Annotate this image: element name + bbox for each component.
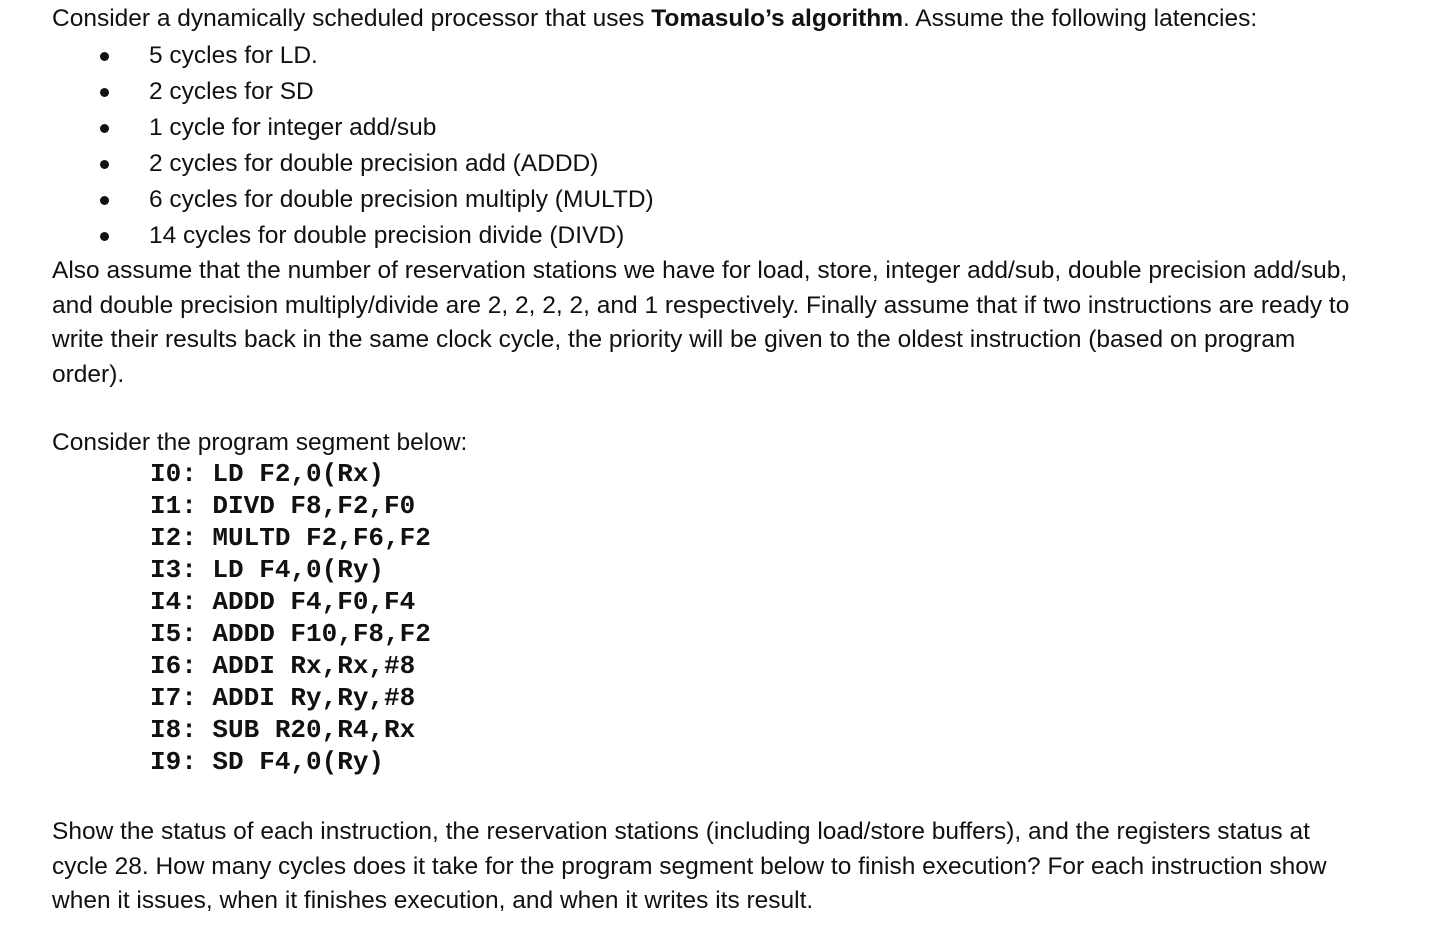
program-listing [150,458,431,778]
code-line: I4: ADDD F4,F0,F4 [150,587,416,617]
bullet-icon [100,196,109,205]
intro-text-after: . Assume the following latencies: [903,5,1258,32]
latency-item [52,218,654,254]
code-line: I9: SD F4,0(Ry) [150,747,385,777]
latency-item [52,182,654,218]
code-line: I5: ADDD F10,F8,F2 [150,619,431,649]
question-paragraph: Show the status of each instruction, the reservation stations (including load/store buffers), and the registers status at cycle 28. How many cycles does it take for the program segment below to finish execution? For each instruction show when it issues, when it finishes execution, and when it writes its result. [52,818,1327,914]
code-line: I3: LD F4,0(Ry) [150,555,385,585]
latency-text: 2 cycles for double precision add (ADDD) [149,150,599,177]
latency-text: 6 cycles for double precision multiply (MULTD) [149,186,654,213]
latency-list [52,38,654,254]
code-line: I8: SUB R20,R4,Rx [150,715,416,745]
intro-algorithm-name: Tomasulo’s algorithm [651,5,904,32]
latency-text: 1 cycle for integer add/sub [149,114,437,141]
code-line: I6: ADDI Rx,Rx,#8 [150,651,416,681]
latency-item [52,146,654,182]
code-line: I1: DIVD F8,F2,F0 [150,491,416,521]
latency-text: 14 cycles for double precision divide (DIVD) [149,222,625,249]
bullet-icon [100,52,109,61]
latency-item [52,74,654,110]
bullet-icon [100,160,109,169]
latency-text: 5 cycles for LD. [149,42,318,69]
assumptions-paragraph: Also assume that the number of reservation stations we have for load, store, integer add/sub, double precision add/sub, and double precision multiply/divide are 2, 2, 2, 2, and 1 respectively. Finally assume that if two instructions are ready to write their results back in the same clock cycle, the priority will be given to the oldest instruction (based on program order). [52,257,1350,388]
bullet-icon [100,232,109,241]
program-intro: Consider the program segment below: [52,429,468,456]
intro-paragraph [52,2,1352,37]
bullet-icon [100,88,109,97]
latency-text: 2 cycles for SD [149,78,314,105]
bullet-icon [100,124,109,133]
code-line: I7: ADDI Ry,Ry,#8 [150,683,416,713]
code-line: I0: LD F2,0(Rx) [150,459,385,489]
latency-item [52,38,654,74]
code-line: I2: MULTD F2,F6,F2 [150,523,431,553]
intro-text-before: Consider a dynamically scheduled processor that uses [52,5,652,32]
latency-item [52,110,654,146]
